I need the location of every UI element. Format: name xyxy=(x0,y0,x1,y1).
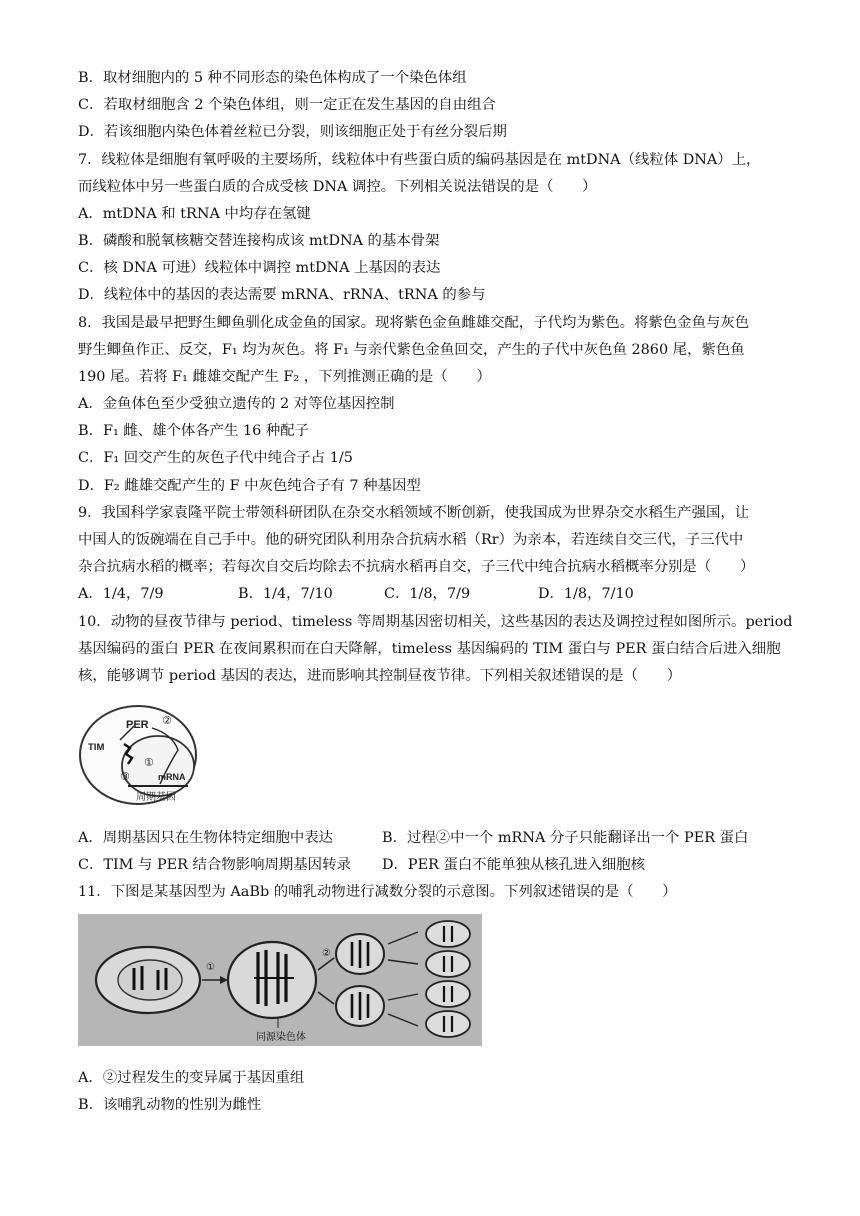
q7-stem-line-1: 7．线粒体是细胞有氧呼吸的主要场所，线粒体中有些蛋白质的编码基因是在 mtDNA（线粒体 DNA）上， xyxy=(78,152,761,168)
gene-label: 周期基因 xyxy=(136,792,176,803)
step-2-label: ② xyxy=(162,714,172,727)
q10-options-row-1 xyxy=(78,828,778,848)
q8-stem-line-3: 190 尾。若将 F₁ 雌雄交配产生 F₂ ，下列推测正确的是（ ） xyxy=(78,369,491,385)
q9-stem-line-3: 杂合抗病水稻的概率；若每次自交后均除去不抗病水稻再自交，子三代中纯合抗病水稻概率分别是（ ） xyxy=(78,559,755,575)
gamete-2 xyxy=(426,951,470,977)
q7-option-a: A．mtDNA 和 tRNA 中均存在氢键 xyxy=(78,206,311,222)
q7-option-d: D．线粒体中的基因的表达需要 mRNA、rRNA、tRNA 的参与 xyxy=(78,287,486,303)
q11-stem: 11．下图是某基因型为 AaBb 的哺乳动物进行减数分裂的示意图。下列叙述错误的是（ ） xyxy=(78,884,677,900)
meiosis-diagram xyxy=(78,914,482,1046)
q9-option-b: B．1/4，7/10 xyxy=(238,586,333,602)
q6-option-b: B．取材细胞内的 5 种不同形态的染色体构成了一个染色体组 xyxy=(78,70,467,86)
primary-cell xyxy=(228,942,316,1018)
q8-option-c: C．F₁ 回交产生的灰色子代中纯合子占 1/5 xyxy=(78,450,353,466)
step-1-label: ① xyxy=(144,756,154,769)
q9-options xyxy=(78,584,778,604)
q9-stem-line-1: 9．我国科学家袁隆平院士带领科研团队在杂交水稻领域不断创新，使我国成为世界杂交水稻生产强国，让 xyxy=(78,505,750,521)
q10-options-row-2 xyxy=(78,855,778,875)
q8-stem-line-1: 8．我国是最早把野生鲫鱼驯化成金鱼的国家。现将紫色金鱼雌雄交配，子代均为紫色。将紫色金鱼与灰色 xyxy=(78,315,750,331)
q11-option-b: B．该哺乳动物的性别为雌性 xyxy=(78,1097,262,1113)
q10-stem-line-3: 核，能够调节 period 基因的表达，进而影响其控制昼夜节律。下列相关叙述错误的是（ ） xyxy=(78,668,682,684)
gamete-3 xyxy=(426,981,470,1007)
mrna-label: mRNA xyxy=(158,772,186,782)
q10-option-a: A．周期基因只在生物体特定细胞中表达 xyxy=(78,830,334,846)
q8-option-b: B．F₁ 雌、雄个体各产生 16 种配子 xyxy=(78,423,310,439)
step-1-label: ① xyxy=(206,962,215,973)
q11-option-a: A．②过程发生的变异属于基因重组 xyxy=(78,1070,305,1086)
q10-option-c: C．TIM 与 PER 结合物影响周期基因转录 xyxy=(78,857,351,873)
q9-option-a: A．1/4，7/9 xyxy=(78,586,164,602)
q10-option-b: B．过程②中一个 mRNA 分子只能翻译出一个 PER 蛋白 xyxy=(382,830,749,846)
q6-option-c: C．若取材细胞含 2 个染色体组，则一定正在发生基因的自由组合 xyxy=(78,97,496,113)
homologous-chromosome-caption: 同源染色体 xyxy=(256,1032,306,1043)
q7-stem-line-2: 而线粒体中另一些蛋白质的合成受核 DNA 调控。下列相关说法错误的是（ ） xyxy=(78,179,597,195)
q10-stem-line-2: 基因编码的蛋白 PER 在夜间累积而在白天降解，timeless 基因编码的 TIM 蛋白与 PER 蛋白结合后进入细胞 xyxy=(78,641,781,657)
q8-stem-line-2: 野生鲫鱼作正、反交，F₁ 均为灰色。将 F₁ 与亲代紫色金鱼回交，产生的子代中灰色鱼 2860 尾，紫色鱼 xyxy=(78,342,745,358)
q7-option-c: C．核 DNA 可进）线粒体中调控 mtDNA 上基因的表达 xyxy=(78,260,441,276)
q6-option-d: D．若该细胞内染色体着丝粒已分裂，则该细胞正处于有丝分裂后期 xyxy=(78,124,507,140)
q10-stem-line-1: 10．动物的昼夜节律与 period、timeless 等周期基因密切相关，这些基因的表达及调控过程如图所示。period xyxy=(78,614,793,630)
gamete-4 xyxy=(426,1011,470,1037)
gamete-1 xyxy=(426,921,470,947)
step-2-label: ② xyxy=(322,948,331,959)
q9-option-c: C．1/8，7/9 xyxy=(384,586,471,602)
per-label: PER xyxy=(126,719,149,731)
period-gene-figure xyxy=(76,700,200,810)
step-3-label: ③ xyxy=(120,770,130,783)
q8-option-a: A．金鱼体色至少受独立遗传的 2 对等位基因控制 xyxy=(78,396,395,412)
tim-label: TIM xyxy=(88,742,105,753)
q10-option-d: D．PER 蛋白不能单独从核孔进入细胞核 xyxy=(382,857,645,873)
period-gene-diagram xyxy=(76,700,200,810)
q7-option-b: B．磷酸和脱氧核糖交替连接构成该 mtDNA 的基本骨架 xyxy=(78,233,440,249)
meiosis-figure xyxy=(78,914,482,1046)
q9-option-d: D．1/8，7/10 xyxy=(538,586,634,602)
q8-option-d: D．F₂ 雌雄交配产生的 F 中灰色纯合子有 7 种基因型 xyxy=(78,478,421,494)
q9-stem-line-2: 中国人的饭碗端在自己手中。他的研究团队利用杂合抗病水稻（Rr）为亲本，若连续自交三代，子三代中 xyxy=(78,532,744,548)
